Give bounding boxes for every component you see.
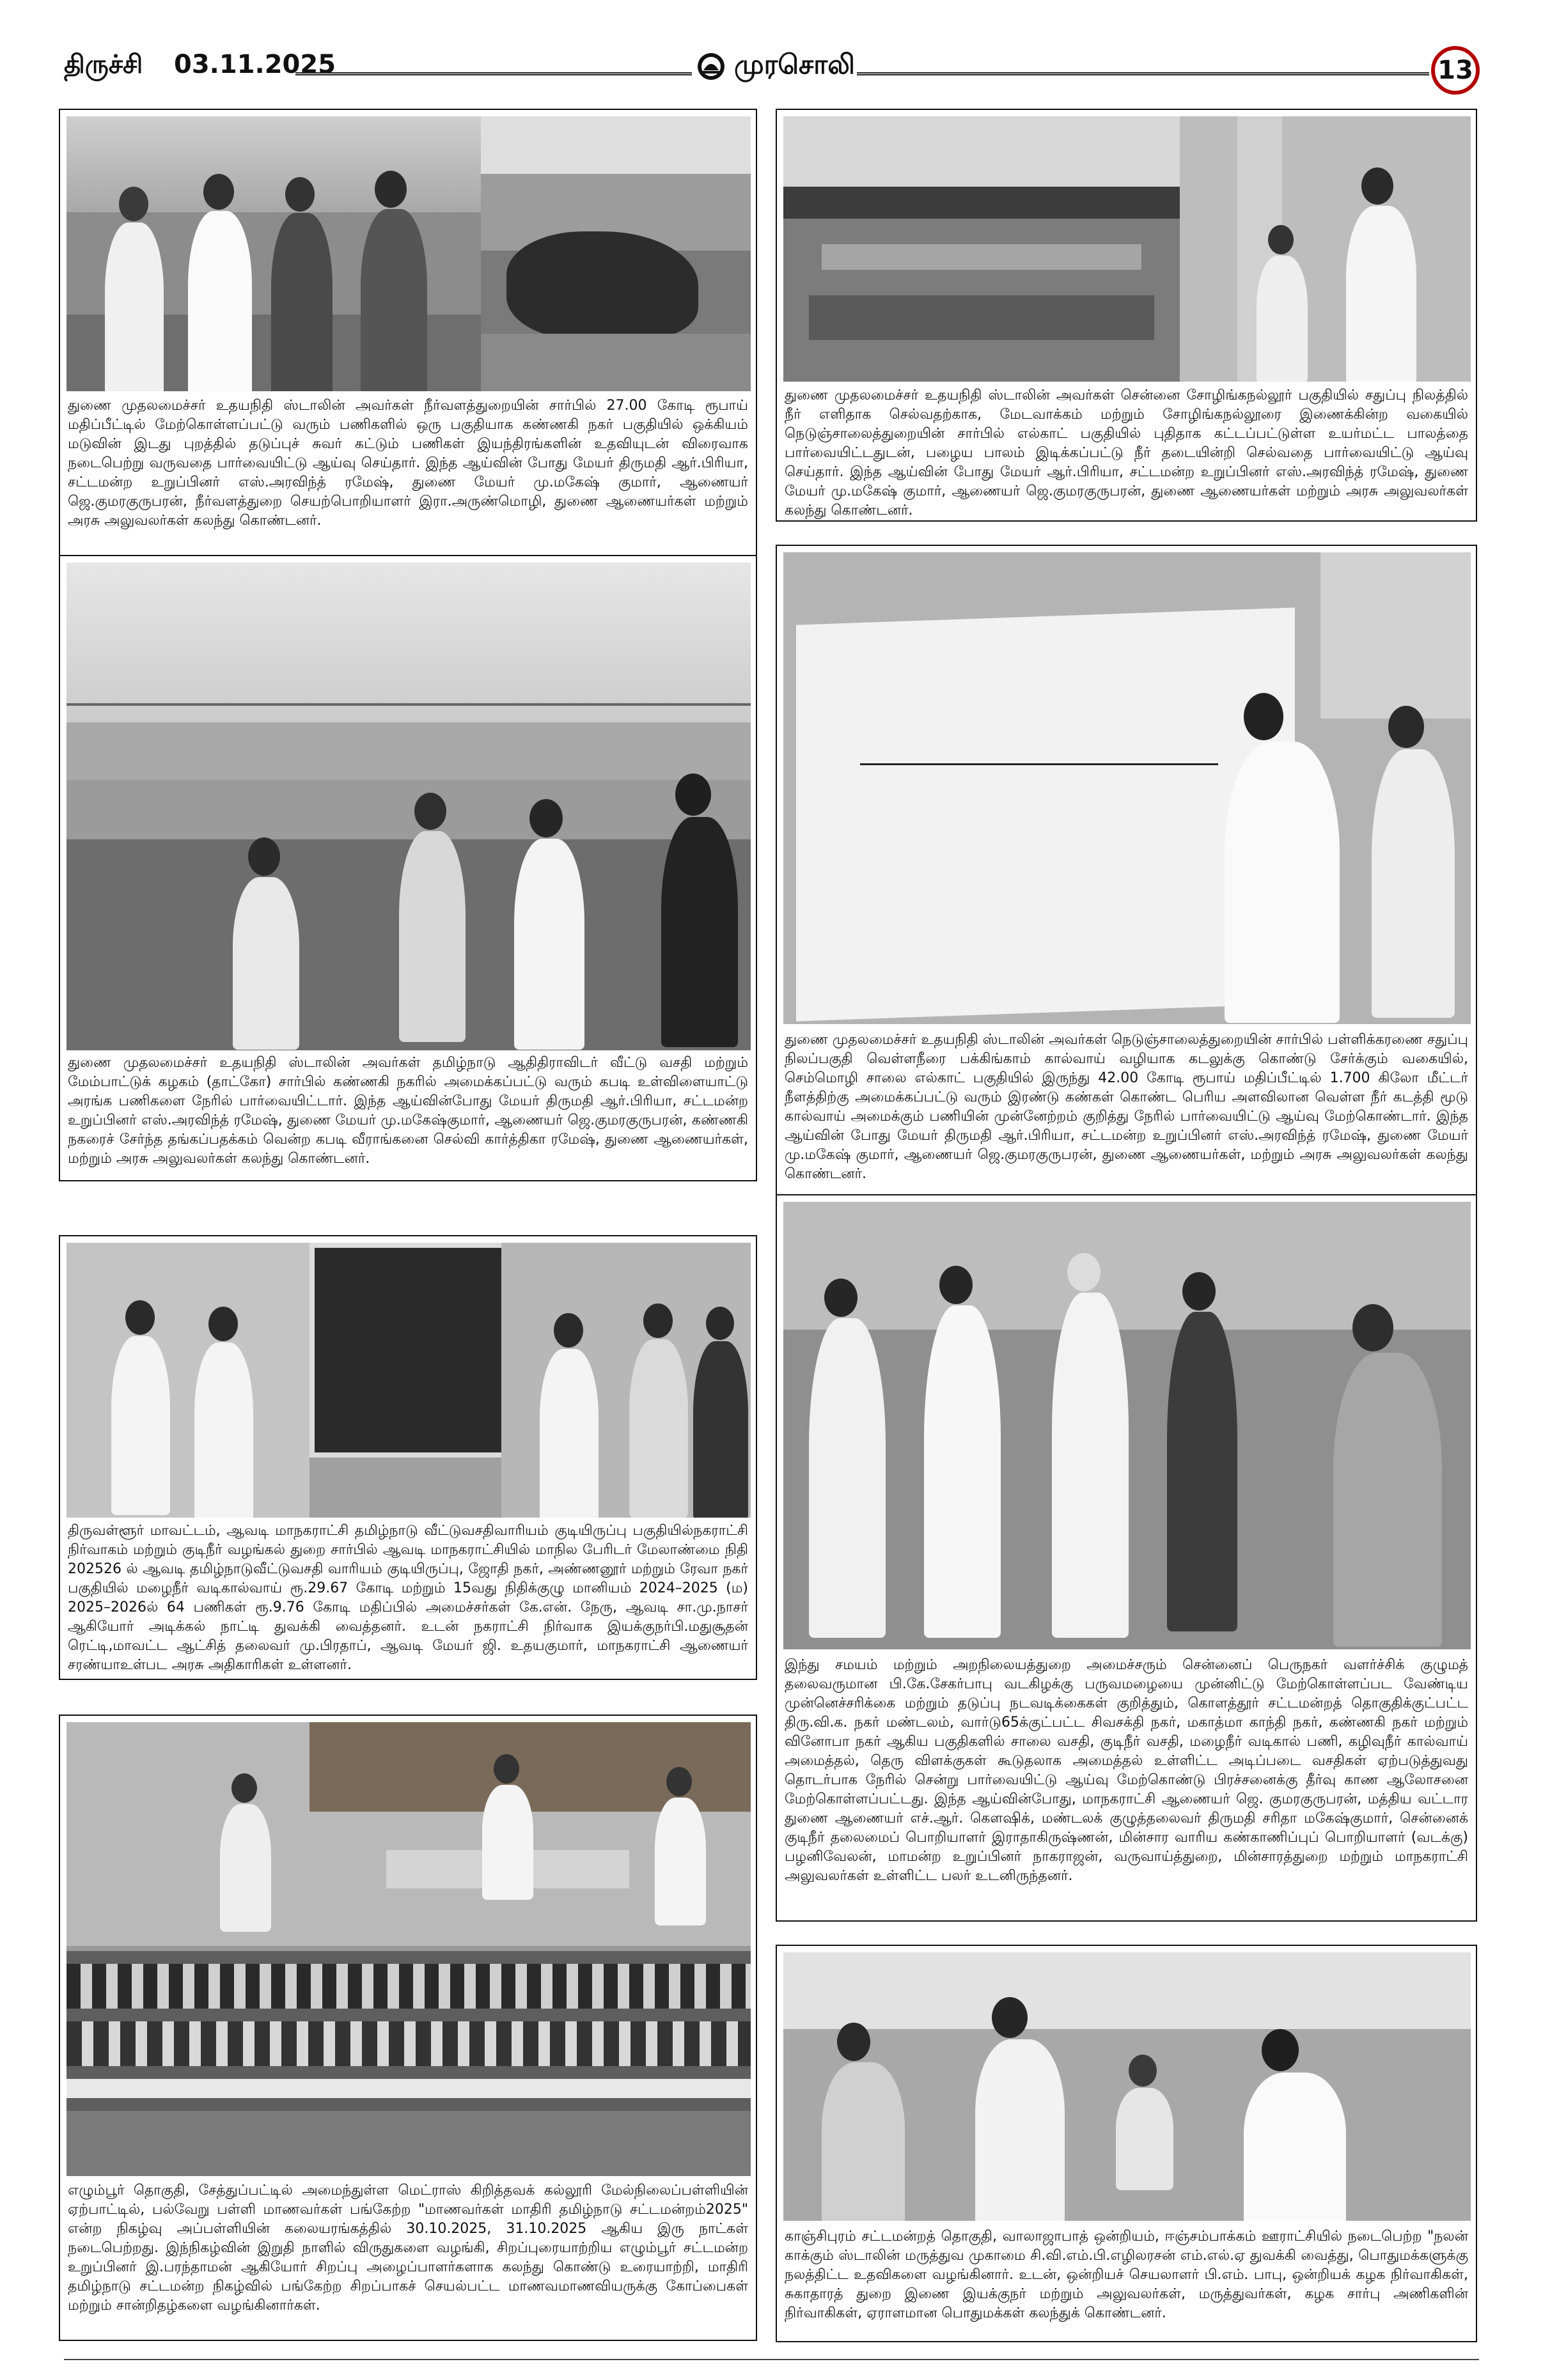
page-number-badge: 13 [1431,46,1480,95]
news-caption-7: எழும்பூர் தொகுதி, சேத்துப்பட்டில் அமைந்துள்ள மெட்ராஸ் கிறித்தவக் கல்லூரி மேல்நிலைப்பள்ளியின் ஏற்பாட்டில், பல்வேறு பள்ளி மாணவர்கள் பங்கேற்ற "மாணவர்கள் மாதிரி தமிழ்நாடு சட்டமன்றம்2025" என்ற நிகழ்வு அப்பள்ளியின் கலையரங்கத்தில் 30.10.2025, 31.10.2025 ஆகிய இரு நாட்கள் நடைபெற்றது. இந்நிகழ்வின் இறுதி நாளில் விருதுகளை வழங்கி, சிறப்புரையாற்றிய எழும்பூர் சட்டமன்ற உறுப்பினர் இ.பரந்தாமன் ஆகியோர் சிறப்பு அழைப்பாளர்களாக கலந்து கொண்டு உரையாற்றி, மாதிரி தமிழ்நாடு சட்டமன்ற நிகழ்வில் பங்கேற்ற சிறப்பாகச் செயல்பட்ட மாணவமாணவியருக்கு கோப்பைகள் மற்றும் சான்றிதழ்களை வழங்கினார்கள். [68,2182,748,2314]
news-caption-1: துணை முதலமைச்சர் உதயநிதி ஸ்டாலின் அவர்கள் நீர்வளத்துறையின் சார்பில் 27.00 கோடி ரூபாய் மதிப்பீட்டில் மேற்கொள்ளப்பட்டு வரும் பணிகளில் ஒரு பகுதியாக கண்ணகி நகர் பகுதியில் ஒக்கியம் மடுவின் இடது புறத்தில் தடுப்புச் சுவர் கட்டும் பணிகள் இயந்திரங்களின் உதவியுடன் விரைவாக நடைபெற்று வருவதை பார்வையிட்டு ஆய்வு செய்தார். இந்த ஆய்வின் போது மேயர் திருமதி ஆர்.பிரியா, சட்டமன்ற உறுப்பினர் எஸ்.அரவிந்த் ரமேஷ், துணை மேயர் மு.மகேஷ் குமார், ஆணையர் ஜெ.குமரகுருபரன், நீர்வளத்துறை செயற்பொறியாளர் இரா.அருண்மொழி, துணை ஆணையர்கள் மற்றும் அரசு அலுவலர்கள் கலந்து கொண்டனர். [68,398,748,529]
news-caption-6: இந்து சமயம் மற்றும் அறநிலையத்துறை அமைச்சரும் சென்னைப் பெருநகர் வளர்ச்சிக் குழுமத் தலைவருமான பி.கே.சேகர்பாபு வடகிழக்கு பருவமழையை முன்னிட்டு மேற்கொள்ளப்பட வேண்டிய முன்னெச்சரிக்கை மற்றும் தடுப்பு நடவடிக்கைகள் குறித்தும், கொளத்தூர் சட்டமன்றத் தொகுதிக்குட்பட்ட திரு.வி.க. நகர் மண்டலம், வார்டு65க்குட்பட்ட சிவசக்தி நகர், மகாத்மா காந்தி நகர், கண்ணகி நகர் மற்றும் வினோபா நகர் ஆகிய பகுதிகளில் சாலை வசதி, குடிநீர் வசதி, மழைநீர் வடிகால் பணி, கழிவுநீர் கால்வாய் அமைத்தல், தெரு விளக்குகள் கூடுதலாக அமைத்தல் உள்ளிட்ட அடிப்படை வசதிகள் ஏற்படுத்துவது தொடர்பாக நேரில் சென்று பார்வையிட்டு ஆய்வு மேற்கொண்டு பிரச்சனைக்கு தீர்வு காண ஆலோசனை மேற்கொள்ளப்பட்டது. இந்த ஆய்வின்போது, மாநகராட்சி ஆணையர் ஜெ. குமரகுருபரன், மத்திய வட்டார துணை ஆணையர் எச்.ஆர். கௌஷிக், மண்டலக் குழுத்தலைவர் திருமதி சரிதா மகேஷ்குமார், சென்னைக் குடிநீர் தலைமைப் பொறியாளர் இராதாகிருஷ்ணன், மின்சார வாரிய கண்காணிப்புப் பொறியாளர் (வடக்கு) பழனிவேலன், மாமன்ற உறுப்பினர் நாகராஜன், வருவாய்த்துறை, மின்சாரத்துறை மற்றும் மாநகராட்சி அலுவலர்கள் உள்ளிட்ட பலர் உடனிருந்தனர். [785,1657,1468,1884]
news-caption-4: துணை முதலமைச்சர் உதயநிதி ஸ்டாலின் அவர்கள் நெடுஞ்சாலைத்துறையின் சார்பில் பள்ளிக்கரணை சதுப்பு நிலப்பகுதி வெள்ளநீரை பக்கிங்காம் கால்வாய் வழியாக கடலுக்கு கொண்டு சேர்க்கும் வகையில், செம்மொழி சாலை எல்காட் பகுதியில் இருந்து 42.00 கோடி ரூபாய் மதிப்பீட்டில் 1.700 கிலோ மீட்டர் நீளத்திற்கு அமைக்கப்பட்டு வரும் இரண்டு கண்கள் கொண்ட பெரிய அளவிலான வெள்ள நீர் கடத்தி மூடு கால்வாய் அமைக்கும் பணியின் முன்னேற்றம் குறித்து நேரில் பார்வையிட்டு ஆய்வு மேற்கொண்டார். இந்த ஆய்வின் போது மேயர் திருமதி ஆர்.பிரியா, சட்டமன்ற உறுப்பினர் எஸ்.அரவிந்த் ரமேஷ், துணை மேயர் மு.மகேஷ் குமார், ஆணையர் ஜெ.குமரகுருபரன், துணை ஆணையர்கள், மற்றும் அரசு அலுவலர்கள் கலந்து கொண்டனர். [785,1032,1468,1182]
header-rule-left [295,72,692,75]
page-bottom-rule [64,2359,1479,2360]
news-item-5 [59,1235,757,1680]
edition-date: 03.11.2025 [174,50,336,79]
rising-sun-emblem-icon [696,51,726,82]
news-item-7 [59,1715,757,2341]
news-item-2 [776,109,1477,522]
news-caption-5: திருவள்ளூர் மாவட்டம், ஆவடி மாநகராட்சி தமிழ்நாடு வீட்டுவசதிவாரியம் குடியிருப்பு பகுதியில்நகராட்சி நிர்வாகம் மற்றும் குடிநீர் வழங்கல் துறை சார்பில் ஆவடி மாநகராட்சியில் மாநில பேரிடர் மேலாண்மை நிதி 202526 ல் ஆவடி தமிழ்நாடுவீட்டுவசதி வாரியம் குடியிருப்பு, ஜோதி நகர், அண்ணனூர் மற்றும் ரேவா நகர் பகுதியில் மழைநீர் வடிகால்வாய் ரூ.29.67 கோடி மற்றும் 15வது நிதிக்குழு மானியம் 2024–2025 (ம) 2025–2026ல் 64 பணிகள் ரூ.9.76 கோடி மதிப்பில் அமைச்சர்கள் கே.என். நேரு, ஆவடி சா.மு.நாசர் ஆகியோர் அடிக்கல் நாட்டி துவக்கி வைத்தனர். உடன் நகராட்சி நிர்வாக இயக்குநர்பி.மதுசூதன் ரெட்டி,மாவட்ட ஆட்சித் தலைவர் மு.பிரதாப், ஆவடி மேயர் ஜி. உதயகுமார், மாநகராட்சி ஆணையர் சரண்யாஉள்பட அரசு அதிகாரிகள் உள்ளனர். [68,1523,748,1673]
news-photo-3 [67,563,751,1050]
news-photo-7 [67,1722,751,2176]
news-photo-5 [67,1243,751,1518]
news-photo-2 [783,116,1471,382]
news-photo-8 [783,1952,1471,2221]
paper-name: முரசொலி [734,49,855,80]
news-caption-2: துணை முதலமைச்சர் உதயநிதி ஸ்டாலின் அவர்கள் சென்னை சோழிங்கநல்லூர் பகுதியில் சதுப்பு நிலத்தில் நீர் எளிதாக செல்வதற்காக, மேடவாக்கம் மற்றும் சோழிங்கநல்லூரை இணைக்கின்ற வகையில் நெடுஞ்சாலைத்துறையின் சார்பில் எல்காட் பகுதியில் புதிதாக கட்டப்பட்டுள்ள உயர்மட்ட பாலத்தை பார்வையிட்டதுடன், பழைய பாலம் இடிக்கப்பட்டு நீர் தடையின்றி செல்வதை பார்வையிட்டு ஆய்வு செய்தார். இந்த ஆய்வின் போது மேயர் ஆர்.பிரியா, சட்டமன்ற உறுப்பினர் எஸ்.அரவிந்த் ரமேஷ், துணை மேயர் மு.மகேஷ் குமார், ஆணையர் ஜெ.குமரகுருபரன், துணை ஆணையர்கள் மற்றும் அரசு அலுவலர்கள் கலந்து கொண்டனர். [785,387,1468,518]
news-caption-3: துணை முதலமைச்சர் உதயநிதி ஸ்டாலின் அவர்கள் தமிழ்நாடு ஆதிதிராவிடர் வீட்டு வசதி மற்றும் மேம்பாட்டுக் கழகம் (தாட்கோ) சார்பில் கண்ணகி நகரில் அமைக்கப்பட்டு வரும் கபடி உள்விளையாட்டு அரங்க பணிகளை நேரில் பார்வையிட்டார். இந்த ஆய்வின்போது மேயர் திருமதி ஆர்.பிரியா, சட்டமன்ற உறுப்பினர் எஸ்.அரவிந்த் ரமேஷ், துணை மேயர் மு.மகேஷ்குமார், ஆணையர் ஜெ.குமரகுருபரன், கண்ணகி நகரைச் சேர்ந்த தங்கப்பதக்கம் வென்ற கபடி வீராங்கனை செல்வி கார்த்திகா ரமேஷ், துணை ஆணையர்கள், மற்றும் அரசு அலுவலர்கள் கலந்து கொண்டனர். [68,1055,748,1167]
news-caption-8: காஞ்சிபுரம் சட்டமன்றத் தொகுதி, வாலாஜாபாத் ஒன்றியம், ஈஞ்சம்பாக்கம் ஊராட்சியில் நடைபெற்ற "நலன் காக்கும் ஸ்டாலின் மருத்துவ முகாமை சி.வி.எம்.பி.எழிலரசன் எம்.எல்.ஏ துவக்கி வைத்து, பொதுமக்களுக்கு நலத்திட்ட உதவிகளை வழங்கினார். உடன், ஒன்றியச் செயலாளர் பி.எம். பாபு, ஒன்றியக் கழக நிர்வாகிகள், சுகாதாரத் துறை இணை இயக்குநர் மற்றும் அலுவலர்கள், மருத்துவர்கள், கழக சார்பு அணிகளின் நிர்வாகிகள், ஏராளமான பொதுமக்கள் கலந்துக் கொண்டனர். [785,2228,1468,2321]
news-item-1 [59,109,757,577]
news-item-4 [776,545,1477,1203]
news-item-8 [776,1945,1477,2342]
edition-city: திருச்சி [64,50,143,79]
header-rule-right [857,72,1429,75]
news-photo-1 [67,116,751,391]
news-photo-6 [783,1202,1471,1649]
news-photo-4 [783,552,1471,1024]
news-item-3 [59,555,757,1181]
news-item-6 [776,1194,1477,1922]
